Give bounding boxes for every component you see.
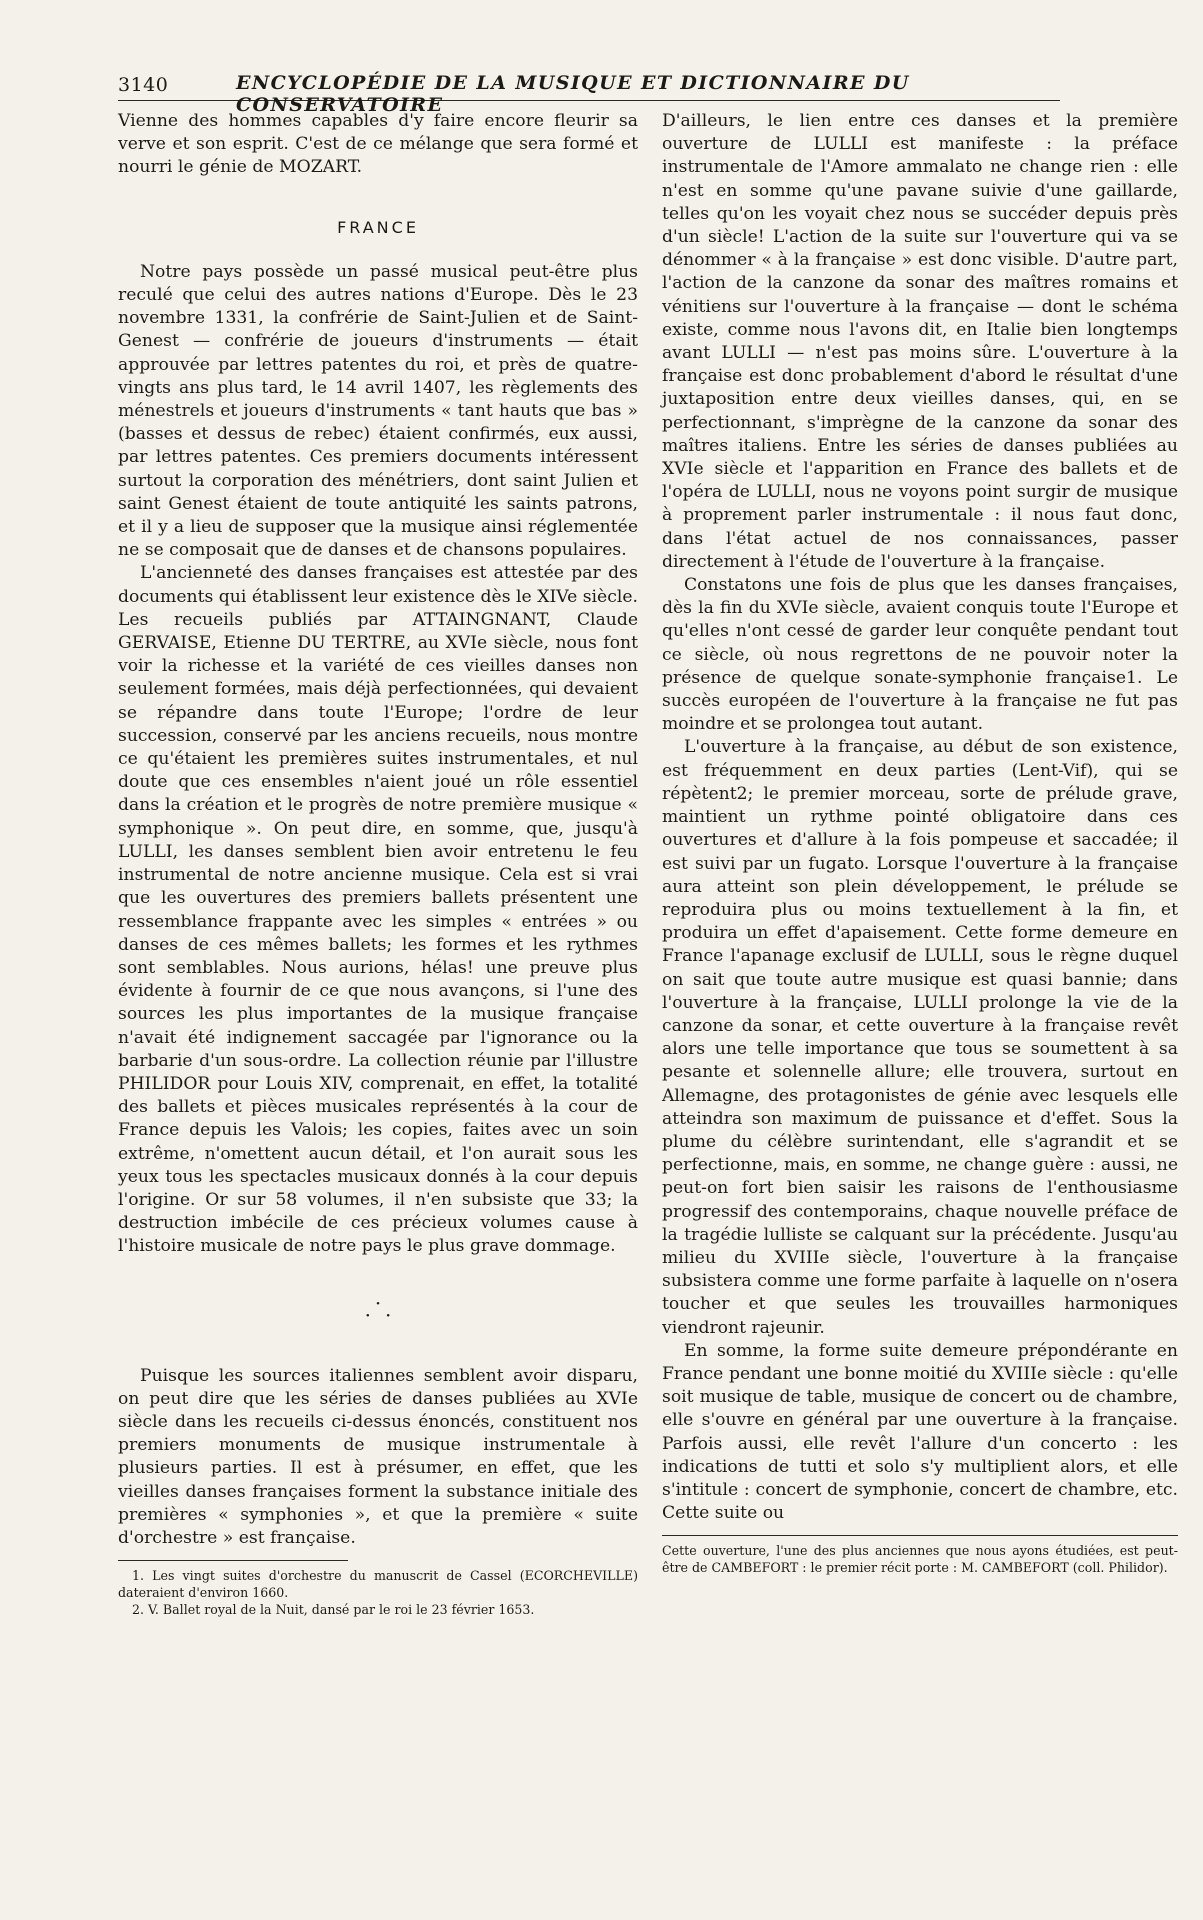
paragraph: En somme, la forme suite demeure prépondérante en France pendant une bonne moitié du XVIIIe siècle : qu'elle soit musique de table, musique de concert ou de chambre, elle s'ouvre en général par une ouverture à la française. Parfois aussi, elle revêt l'allure d'un concerto : les indications de tutti et solo s'y multiplient alors, et elle s'intitule : concert de symphonie, concert de chambre, etc. Cette suite ou: [662, 1340, 1178, 1524]
page-number: 3140: [118, 74, 169, 96]
footnote: 1. Les vingt suites d'orchestre du manuscrit de Cassel (ECORCHEVILLE) dateraient d'environ 1660.: [118, 1568, 638, 1601]
footnotes: [118, 1560, 638, 1618]
footnote: Cette ouverture, l'une des plus anciennes que nous ayons étudiées, est peut-être de CAMBEFORT : le premier récit porte : M. CAMBEFORT (coll. Philidor).: [662, 1543, 1178, 1576]
section-separator: [118, 1290, 638, 1327]
page-header: [118, 72, 1060, 116]
paragraph: D'ailleurs, le lien entre ces danses et la première ouverture de LULLI est manifeste : la préface instrumentale de l'Amore ammalato ne change rien : elle n'est en somme qu'une pavane suivie d'une gaillarde, telles qu'on les voyait chez nous se succéder depuis près d'un siècle! L'action de la suite sur l'ouverture qui va se dénommer « à la française » est donc visible. D'autre part, l'action de la canzone da sonar des maîtres romains et vénitiens sur l'ouverture à la française — dont le schéma existe, comme nous l'avons dit, en Italie bien longtemps avant LULLI — n'est pas moins sûre. L'ouverture à la française est donc probablement d'abord le résultat d'une juxtaposition entre deux vieilles danses, qui, en se perfectionnant, s'imprègne de la canzone da sonar des maîtres italiens. Entre les séries de danses publiées au XVIe siècle et l'apparition en France des ballets et de l'opéra de LULLI, nous ne voyons point surgir de musique à proprement parler instrumentale : il nous faut donc, dans l'état actuel de nos connaissances, passer directement à l'étude de l'ouverture à la française.: [662, 111, 1178, 572]
right-column: [662, 110, 1178, 1576]
paragraph: Notre pays possède un passé musical peut-être plus reculé que celui des autres nations d'Europe. Dès le 23 novembre 1331, la confrérie de Saint-Julien et de Saint-Genest — confrérie de joueurs d'instruments — était approuvée par lettres patentes du roi, et près de quatre-vingts ans plus tard, le 14 avril 1407, les règlements des ménestrels et joueurs d'instruments « tant hauts que bas » (basses et dessus de rebec) étaient confirmés, eux aussi, par lettres patentes. Ces premiers documents intéressent surtout la corporation des ménétriers, dont saint Julien et saint Genest étaient de toute antiquité les saints patrons, et il y a lieu de supposer que la musique ainsi réglementée ne se composait que de danses et de chansons populaires.: [118, 261, 638, 561]
footnote: 2. V. Ballet royal de la Nuit, dansé par le roi le 23 février 1653.: [132, 1602, 535, 1618]
footnote-rule: [118, 1560, 348, 1561]
intro-paragraph: Vienne des hommes capables d'y faire encore fleurir sa verve et son esprit. C'est de ce mélange que sera formé et nourri le génie de MOZART.: [118, 111, 638, 178]
section-heading: FRANCE: [337, 217, 419, 237]
left-column: [118, 110, 638, 1618]
paragraph: Constatons une fois de plus que les danses françaises, dès la fin du XVIe siècle, avaient conquis toute l'Europe et qu'elles n'ont cessé de garder leur conquête pendant tout ce siècle, où nous regrettons de ne pouvoir noter la présence de quelque sonate-symphonie française1. Le succès européen de l'ouverture à la française ne fut pas moindre et se prolongea tout autant.: [662, 575, 1178, 735]
footnote-rule: [662, 1535, 1178, 1536]
paragraph: L'ancienneté des danses françaises est attestée par des documents qui établissent leur existence dès le XIVe siècle. Les recueils publiés par ATTAINGNANT, Claude GERVAISE, Etienne DU TERTRE, au XVIe siècle, nous font voir la richesse et la variété de ces vieilles danses non seulement formées, mais déjà perfectionnées, qui devaient se répandre dans toute l'Europe; l'ordre de leur succession, conservé par les anciens recueils, nous montre ce qu'étaient les premières suites instrumentales, et nul doute que ces ensembles n'aient joué un rôle essentiel dans la création et le progrès de notre première musique « symphonique ». On peut dire, en somme, que, jusqu'à LULLI, les danses semblent bien avoir entretenu le feu instrumental de notre ancienne musique. Cela est si vrai que les ouvertures des premiers ballets présentent une ressemblance frappante avec les simples « entrées » ou danses de ces mêmes ballets; les formes et les rythmes sont semblables. Nous aurions, hélas! une preuve plus évidente à fournir de ce que nous avançons, si l'une des sources les plus importantes de la musique française n'avait été indignement saccagée par l'ignorance ou la barbarie d'un sous-ordre. La collection réunie par l'illustre PHILIDOR pour Louis XIV, comprenait, en effet, la totalité des ballets et pièces musicales représentés à la cour de France depuis les Valois; les copies, faites avec un soin extrême, n'omettent aucun détail, et l'on aurait sous les yeux tous les spectacles musicaux donnés à la cour depuis l'origine. Or sur 58 volumes, il n'en subsiste que 33; la destruction imbécile de ces précieux volumes cause à l'histoire musicale de notre pays le plus grave dommage.: [118, 563, 638, 1257]
separator-dot: ·: [385, 1302, 392, 1327]
separator-dot: ·: [374, 1290, 382, 1315]
separator-dot: ·: [364, 1302, 371, 1327]
running-title: ENCYCLOPÉDIE DE LA MUSIQUE ET DICTIONNAIRE DU CONSERVATOIRE: [236, 72, 910, 116]
paragraph: Puisque les sources italiennes semblent avoir disparu, on peut dire que les séries de danses publiées au XVIe siècle dans les recueils ci-dessus énoncés, constituent nos premiers monuments de musique instrumentale à plusieurs parties. Il est à présumer, en effet, que les vieilles danses françaises forment la substance initiale des premières « symphonies », et que la première « suite d'orchestre » est française.: [118, 1365, 638, 1548]
footnotes: [662, 1535, 1178, 1576]
paragraph: L'ouverture à la française, au début de son existence, est fréquemment en deux parties (Lent-Vif), qui se répètent2; le premier morceau, sorte de prélude grave, maintient un rythme pointé obligatoire dans ces ouvertures et d'allure à la fois pompeuse et saccadée; il est suivi par un fugato. Lorsque l'ouverture à la française aura atteint son plein développement, le prélude se reproduira plus ou moins textuellement à la fin, et produira un effet d'apaisement. Cette forme demeure en France l'apanage exclusif de LULLI, sous le règne duquel on sait que toute autre musique est quasi bannie; dans l'ouverture à la française, LULLI prolonge la vie de la canzone da sonar, et cette ouverture à la française revêt alors une telle importance que tous se soumettent à sa pesante et solennelle allure; elle trouvera, surtout en Allemagne, des protagonistes de génie avec lesquels elle atteindra son maximum de puissance et d'effet. Sous la plume du célèbre surintendant, elle s'agrandit et se perfectionne, mais, en somme, ne change guère : aussi, ne peut-on fort bien saisir les raisons de l'enthousiasme progressif des contemporains, chaque nouvelle préface de la tragédie lulliste se calquant sur la précédente. Jusqu'au milieu du XVIIIe siècle, l'ouverture à la française subsistera comme une forme parfaite à laquelle on n'osera toucher et que seules les trouvailles harmoniques viendront rajeunir.: [662, 737, 1178, 1338]
